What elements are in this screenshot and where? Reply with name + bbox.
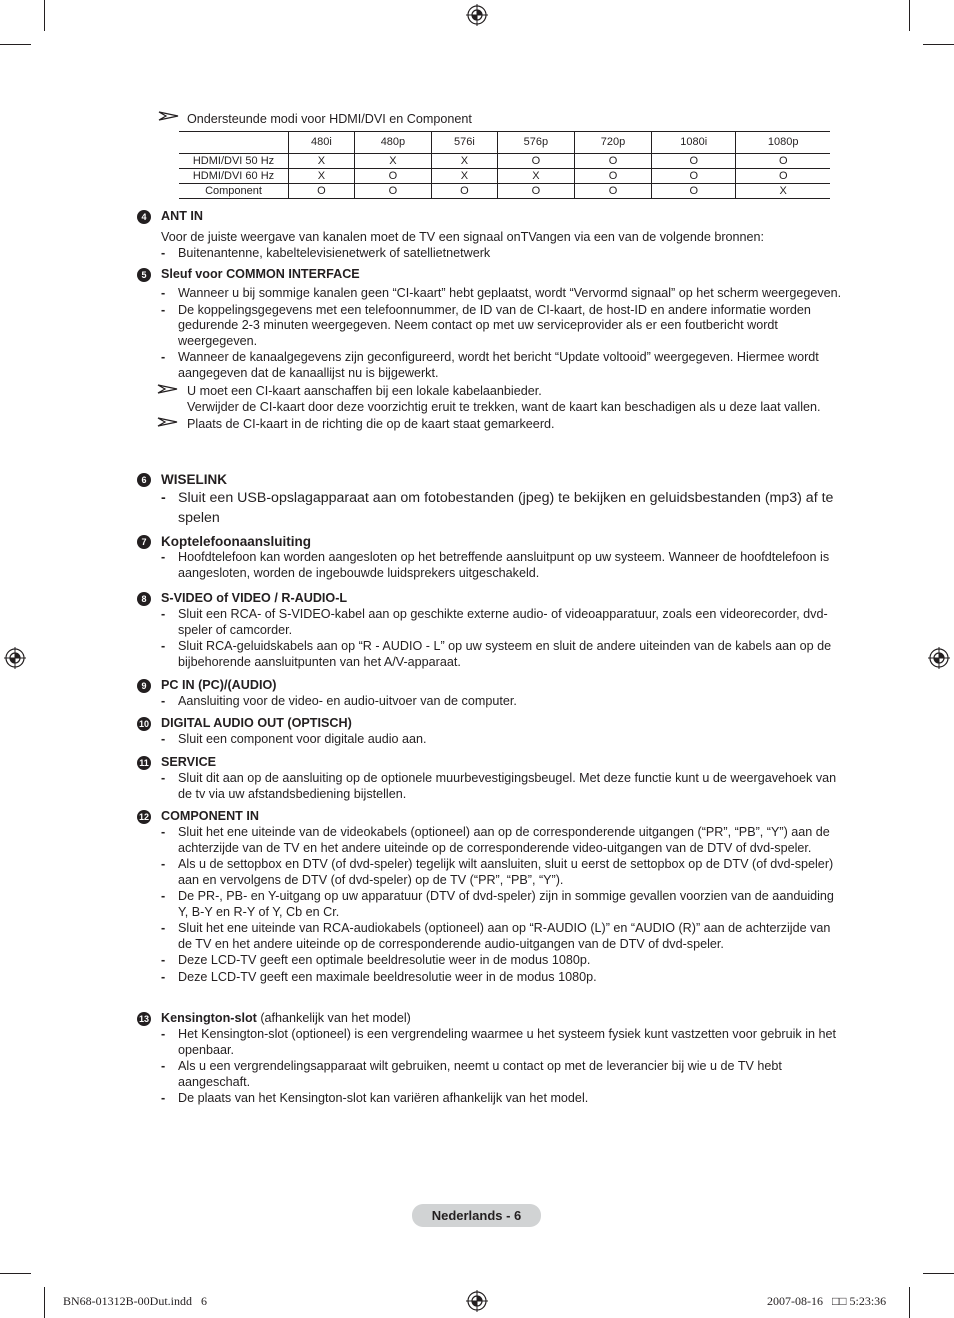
section-title: PC IN (PC)/(AUDIO) [161,678,277,692]
section-common-interface [137,266,842,433]
list-item: - Sluit een RCA- of S-VIDEO-kabel aan op geschikte externe audio- of videoapparatuur, zoals een videorecorder, dvd-speler of camcorder. [161,607,828,637]
section-number-badge: 12 [138,812,149,822]
section-title: Koptelefoonaansluiting [161,534,311,549]
table-cell: X [497,169,574,184]
crop-mark [909,1287,910,1318]
list-item: - De PR-, PB- en Y-uitgang op uw apparatuur (DTV of dvd-speler) zijn in sommige gevallen voorzien van de aanduiding Y, B-Y en R-Y of Y, Cb en Cr. [161,889,834,919]
table-cell: O [574,169,651,184]
section-number-badge: 8 [137,592,151,606]
crop-mark [923,44,954,45]
table-cell: O [354,184,431,199]
registration-mark-icon [466,4,488,26]
table-cell: O [497,184,574,199]
section-kensington [137,1010,842,1107]
table-header-cell: 576i [431,132,497,154]
table-row [179,184,830,199]
list-item: - Wanneer de kanaalgegevens zijn geconfigureerd, wordt het bericht “Update voltooid” weergegeven. Hiermee wordt aangegeven dat de kanaallijst nu is bijgewerkt. [161,350,819,380]
table-cell: O [431,184,497,199]
crop-mark [44,1287,45,1318]
section-subtitle: (afhankelijk van het model) [256,1011,411,1025]
table-header-cell: 576p [497,132,574,154]
section-number-badge: 13 [138,1014,149,1024]
section-title: SERVICE [161,755,217,769]
list-item: - Deze LCD-TV geeft een optimale beeldresolutie weer in de modus 1080p. [161,953,591,967]
section-digital-audio-out [137,715,842,748]
ci-note [137,384,842,415]
list-item: - Sluit het ene uiteinde van de videokabels (optioneel) aan op de corresponderende uitgangen (“PR”, “PB”, “Y”) aan de achterzijde van de TV en het andere uiteinde op de corresponderende video-uitgangen van de DTV of dvd-speler. [161,825,830,855]
page-footer-label: Nederlands - 6 [412,1204,541,1227]
section-number-badge: 9 [137,679,151,693]
table-header-cell: 480i [289,132,355,154]
list-item: - Sluit het ene uiteinde van RCA-audiokabels (optioneel) aan op “R-AUDIO (L)” en “AUDIO (R)” aan de achterzijde van de TV en het andere uiteinde op de corresponderende audio-uitgangen van de DTV of dvd-speler. [161,921,831,951]
section-paragraph: Voor de juiste weergave van kanalen moet de TV een signaal onTVangen via een van de volgende bronnen: [161,230,765,244]
note-arrow-icon [158,109,180,123]
list-item: - Sluit een USB-opslagapparaat aan om fotobestanden (jpeg) te bekijken en geluidsbestanden (mp3) af te spelen [161,490,834,526]
note-arrow-icon [157,382,179,396]
list-item: - Aansluiting voor de video- en audio-uitvoer van de computer. [161,694,517,708]
note-text: U moet een CI-kaart aanschaffen bij een lokale kabelaanbieder. [187,384,542,398]
list-item: - Hoofdtelefoon kan worden aangesloten op het betreffende aansluitpunt op uw systeem. Wanneer de hoofdtelefoon is aangesloten, worden de ingebouwde luidsprekers uitgeschakeld. [161,550,830,580]
section-s-video [137,590,842,670]
table-header-cell: 720p [574,132,651,154]
section-title: Kensington-slot (afhankelijk van het model) [161,1011,411,1025]
table-cell: X [354,154,431,169]
table-cell: O [652,184,736,199]
table-cell: X [289,154,355,169]
list-item: - Wanneer u bij sommige kanalen geen “CI-kaart” hebt geplaatst, wordt “Vervormd signaal” op het scherm weergegeven. [161,286,842,300]
print-slug-right: 2007-08-16 □□ 5:23:36 [767,1294,887,1308]
table-cell: O [736,154,830,169]
list-item: - Het Kensington-slot (optioneel) is een vergrendeling waarmee u het systeem fysiek kunt vastzetten voor gebruik in het openbaar. [161,1027,837,1057]
list-item: - Sluit dit aan op de aansluiting op de optionele muurbevestigingsbeugel. Met deze functie kunt u de weergavehoek van de tv via uw afstandsbediening bijstellen. [161,771,837,801]
list-item: - Als u de settopbox en DTV (of dvd-speler) tegelijk wilt aansluiten, sluit u eerst de settopbox op de DTV (of dvd-speler) aan en vervolgens de DTV (of dvd-speler) op de TV (“PR”, “PB”, “Y”). [161,857,834,887]
section-service [137,754,842,802]
registration-mark-icon [928,647,950,669]
table-cell: O [574,154,651,169]
list-item: - Als u een vergrendelingsapparaat wilt gebruiken, neemt u contact op met de leverancier bij wie u de TV hebt aangeschaft. [161,1059,782,1089]
table-cell: O [497,154,574,169]
list-item: - De koppelingsgegevens met een telefoonnummer, de ID van de CI-kaart, de host-ID en andere informatie worden gedurende 2-3 minuten weergegeven. Neem contact op met uw serviceprovider als er een foutbericht wordt weergegeven. [161,302,811,348]
section-headphone [137,533,842,581]
note-text: Plaats de CI-kaart in de richting die op de kaart staat gemarkeerd. [187,417,555,431]
table-cell: Component [179,184,289,199]
table-header-row [179,132,830,154]
table-cell: O [574,184,651,199]
note-arrow-icon [157,415,179,429]
section-title: DIGITAL AUDIO OUT (OPTISCH) [161,716,352,730]
table-cell: O [652,169,736,184]
list-item: - Buitenantenne, kabeltelevisienetwerk of satellietnetwerk [161,245,491,260]
table-cell: HDMI/DVI 50 Hz [179,154,289,169]
supported-modes-note [158,112,472,128]
table-header-cell: 1080p [736,132,830,154]
table-header-cell [179,132,289,154]
note-text: Ondersteunde modi voor HDMI/DVI en Component [187,112,472,126]
table-row [179,154,830,169]
section-number-badge: 6 [137,473,151,487]
crop-mark [44,0,45,31]
table-header-cell: 1080i [652,132,736,154]
section-number-badge: 7 [137,535,151,549]
print-slug-left: BN68-01312B-00Dut.indd 6 [63,1294,207,1308]
table-cell: O [652,154,736,169]
crop-mark [909,0,910,31]
section-pc-in [137,677,842,710]
section-number-badge: 4 [137,210,151,224]
section-component-in [137,808,842,985]
table-cell: X [736,184,830,199]
section-title: S-VIDEO of VIDEO / R-AUDIO-L [161,591,348,605]
table-cell: O [289,184,355,199]
section-title: COMPONENT IN [161,809,259,823]
section-number-badge: 11 [137,756,151,770]
crop-mark [0,44,31,45]
crop-mark [0,1273,31,1274]
ci-note [137,417,842,433]
section-number-badge: 5 [137,268,151,282]
section-title: Sleuf voor COMMON INTERFACE [161,267,360,281]
section-wiselink [137,471,842,528]
table-cell: X [289,169,355,184]
table-cell: X [431,154,497,169]
list-item: - Sluit RCA-geluidskabels aan op “R - AUDIO - L” op uw systeem en sluit de andere uiteinden van de kabels aan op de bijbehorende aansluitpunten van het A/V-apparaat. [161,639,832,669]
list-item: - Sluit een component voor digitale audio aan. [161,732,427,746]
table-row [179,169,830,184]
table-cell: O [354,169,431,184]
note-text: Verwijder de CI-kaart door deze voorzichtig eruit te trekken, want de kaart kan beschadigen als u deze laat vallen. [187,399,821,414]
section-ant-in [137,208,842,261]
section-number-badge: 10 [138,719,149,729]
section-title: ANT IN [161,209,203,223]
supported-modes-table [179,131,830,199]
table-header-cell: 480p [354,132,431,154]
crop-mark [923,1273,954,1274]
list-item: - De plaats van het Kensington-slot kan variëren afhankelijk van het model. [161,1091,589,1105]
table-cell: HDMI/DVI 60 Hz [179,169,289,184]
registration-mark-icon [466,1290,488,1312]
section-title: WISELINK [161,472,227,487]
registration-mark-icon [4,647,26,669]
list-item: - Deze LCD-TV geeft een maximale beeldresolutie weer in de modus 1080p. [161,969,597,984]
table-cell: O [736,169,830,184]
table-cell: X [431,169,497,184]
